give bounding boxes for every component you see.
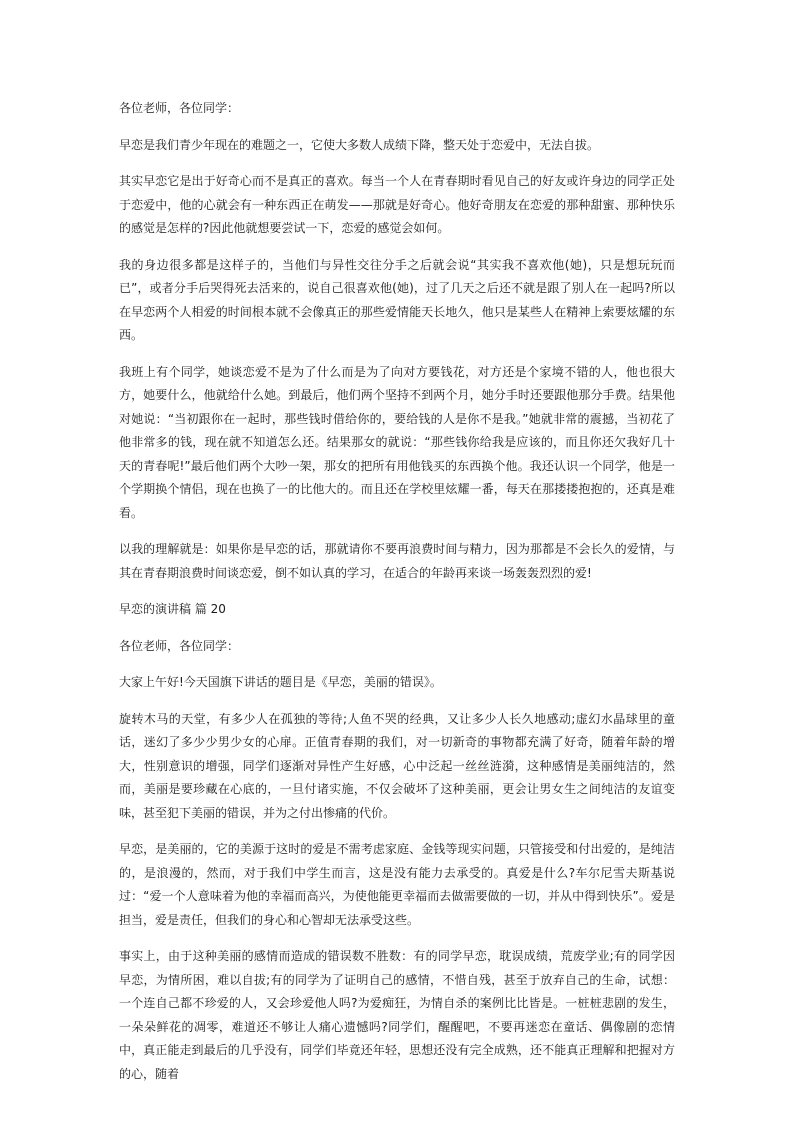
paragraph: 早恋，是美丽的，它的美源于这时的爱是不需考虑家庭、金钱等现实问题，只管接受和付出爱的，是纯洁的，是浪漫的，然而，对于我们中学生而言，这是没有能力去承受的。真爱是什么?车尔尼雪夫斯基说过：“爱一个人意味着为他的幸福而高兴，为使他能更幸福而去做需要做的一切，并从中得到快乐”。爱是担当，爱是责任，但我们的身心和心智却无法承受这些。 xyxy=(119,842,675,927)
salutation: 各位老师，各位同学： xyxy=(119,638,240,653)
document-body xyxy=(119,97,675,1099)
salutation: 各位老师，各位同学： xyxy=(119,101,240,115)
paragraph: 我的身边很多都是这样子的，当他们与异性交往分手之后就会说“其实我不喜欢他(她)，只是想玩玩而已”，或者分手后哭得死去活来的，说自己很喜欢他(她)，过了几天之后还不就是跟了别人在一起吗?所以在早恋两个人相爱的时间根本就不会像真正的那些爱情能天长地久，他只是某些人在精神上索要炫耀的东西。 xyxy=(119,257,675,342)
paragraph: 早恋是我们青少年现在的难题之一，它使大多数人成绩下降，整天处于恋爱中，无法自拔。 xyxy=(119,137,600,152)
paragraph: 其实早恋它是出于好奇心而不是真正的喜欢。每当一个人在青春期时看见自己的好友或许身边的同学正处于恋爱中，他的心就会有一种东西正在萌发——那就是好奇心。他好奇朋友在恋爱的那种甜蜜、那种快乐的感觉是怎样的?因此他就想要尝试一下，恋爱的感觉会如何。 xyxy=(119,174,675,235)
paragraph: 大家上午好!今天国旗下讲话的题目是《早恋，美丽的错误》。 xyxy=(119,675,442,689)
paragraph: 旋转木马的天堂，有多少人在孤独的等待;人鱼不哭的经典，又让多少人长久地感动;虚幻水晶球里的童话，迷幻了多少少男少女的心扉。正值青春期的我们，对一切新奇的事物都充满了好奇，随着年龄的增大，性别意识的增强，同学们逐渐对异性产生好感，心中泛起一丝丝涟漪，这种感情是美丽纯洁的，然而，美丽是要珍藏在心底的，一旦付诸实施，不仅会破坏了这种美丽，更会让男女生之间纯洁的友谊变味，甚至犯下美丽的错误，并为之付出惨痛的代价。 xyxy=(119,711,675,820)
section-heading: 早恋的演讲稿 篇 20 xyxy=(119,602,226,616)
paragraph: 事实上，由于这种美丽的感情而造成的错误数不胜数：有的同学早恋，耽误成绩，荒废学业;有的同学因早恋，为情所困，难以自拔;有的同学为了证明自己的感情，不惜自残，甚至于放弃自己的生命，试想：一个连自己都不珍爱的人，又会珍爱他人吗?为爱痴狂，为情自杀的案例比比皆是。一桩桩悲剧的发生，一朵朵鲜花的凋零，难道还不够让人痛心遗憾吗?同学们，醒醒吧，不要再迷恋在童话、偶像剧的恋情中，真正能走到最后的几乎没有，同学们毕竟还年轻，思想还没有完全成熟，还不能真正理解和把握对方的心，随着 xyxy=(119,949,675,1081)
paragraph: 以我的理解就是：如果你是早恋的话，那就请你不要再浪费时间与精力，因为那都是不会长久的爱情，与其在青春期浪费时间谈恋爱，倒不如认真的学习，在适合的年龄再来谈一场轰轰烈烈的爱! xyxy=(119,542,675,580)
paragraph: 我班上有个同学，她谈恋爱不是为了什么而是为了向对方要钱花，对方还是个家境不错的人，他也很大方，她要什么，他就给什么她。到最后，他们两个坚持不到两个月，她分手时还要跟他那分手费。结果他对她说：“当初跟你在一起时，那些钱时借给你的，要给钱的人是你不是我。”她就非常的震撼，当初花了他非常多的钱，现在就不知道怎么还。结果那女的就说：“那些钱你给我是应该的，而且你还欠我好几十天的青春呢!”最后他们两个大吵一架，那女的把所有用他钱买的东西换个他。我还认识一个同学，他是一个学期换个情侣，现在也换了一的比他大的。而且还在学校里炫耀一番，每天在那搂搂抱抱的，还真是难看。 xyxy=(119,364,675,520)
